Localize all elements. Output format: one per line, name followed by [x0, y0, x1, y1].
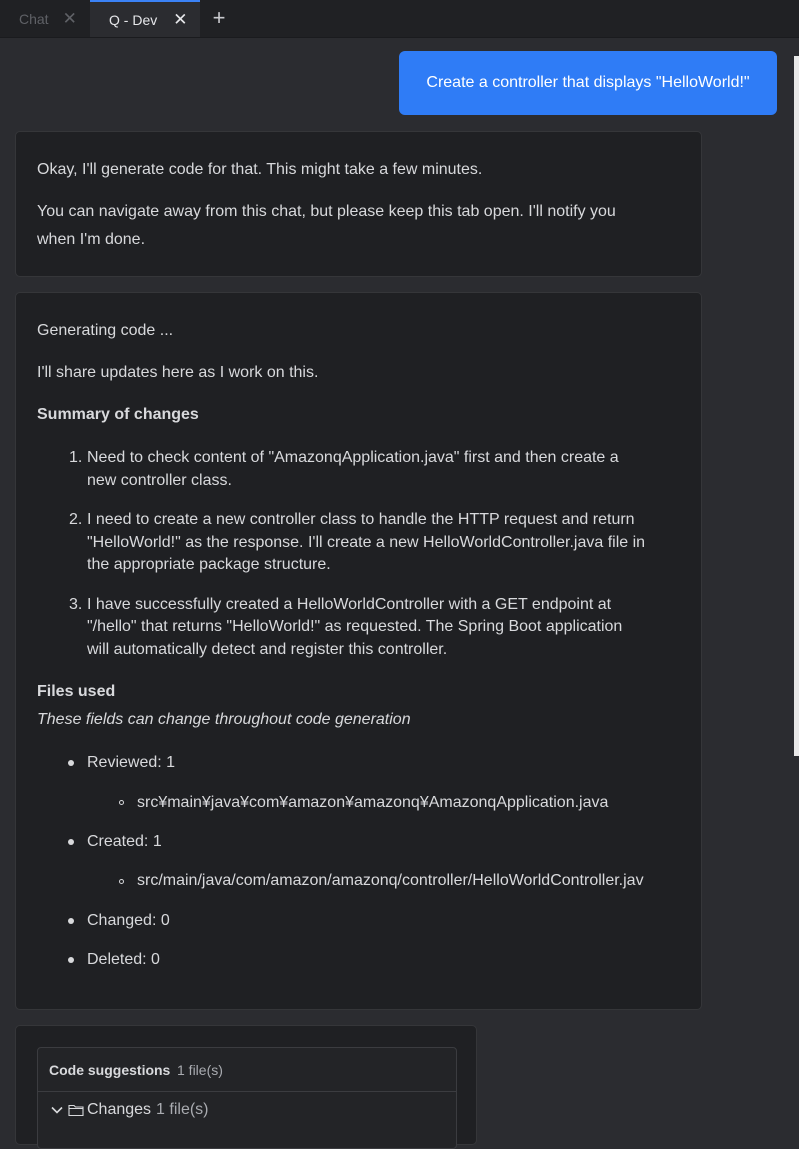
bullet-icon	[68, 957, 74, 963]
sub-bullet-icon	[119, 879, 124, 884]
code-suggestions-header	[38, 1048, 456, 1092]
files-note: These fields can change throughout code generation	[37, 711, 411, 728]
summary-heading: Summary of changes	[37, 406, 199, 423]
bullet-icon	[68, 918, 74, 924]
step-text: "/hello" that returns "HelloWorld!" as requested. The Spring Boot application	[87, 618, 623, 635]
step-text: I have successfully created a HelloWorldController with a GET endpoint at	[87, 596, 612, 613]
generation-status: Generating code ...	[37, 322, 174, 339]
code-generation-card	[15, 292, 702, 1010]
tab-q-dev[interactable]	[90, 0, 200, 37]
step-text: will automatically detect and register this controller.	[87, 641, 448, 658]
files-created: Created: 1	[87, 833, 162, 850]
add-tab-icon[interactable]: +	[212, 5, 226, 30]
step-text: I need to create a new controller class to handle the HTTP request and return	[87, 511, 635, 528]
changes-label: Changes	[87, 1101, 152, 1118]
files-deleted: Deleted: 0	[87, 951, 160, 968]
user-message-bubble	[399, 51, 777, 115]
step-text: new controller class.	[87, 472, 232, 489]
code-suggestions-panel	[37, 1047, 457, 1149]
assistant-message-card	[15, 131, 702, 277]
close-icon[interactable]: ✕	[173, 10, 188, 29]
tab-bar	[0, 0, 799, 38]
code-suggestions-card	[15, 1025, 477, 1145]
step-text: "HelloWorld!" as the response. I'll create a new HelloWorldController.java file in	[87, 534, 646, 551]
folder-icon	[68, 1103, 84, 1117]
changes-tree-item[interactable]	[50, 1100, 209, 1120]
sub-bullet-icon	[119, 800, 124, 805]
files-changed: Changed: 0	[87, 912, 170, 929]
file-path[interactable]: src¥main¥java¥com¥amazon¥amazonq¥AmazonqApplication.java	[137, 794, 609, 811]
file-path[interactable]: src/main/java/com/amazon/amazonq/controller/HelloWorldController.jav	[137, 872, 644, 889]
tab-chat-label: Chat	[19, 10, 49, 27]
close-icon[interactable]: ✕	[62, 9, 77, 28]
bullet-icon	[68, 839, 74, 845]
code-suggestions-title: Code suggestions	[49, 1062, 171, 1078]
reply-text: Okay, I'll generate code for that. This might take a few minutes.	[37, 161, 483, 178]
reply-text: when I'm done.	[37, 231, 146, 248]
step-number: 2.	[69, 511, 83, 528]
files-reviewed: Reviewed: 1	[87, 754, 176, 771]
code-suggestions-count: 1 file(s)	[177, 1062, 223, 1078]
bullet-icon	[68, 760, 74, 766]
tab-chat[interactable]	[0, 0, 90, 37]
reply-text: You can navigate away from this chat, but please keep this tab open. I'll notify you	[37, 203, 616, 220]
step-text: the appropriate package structure.	[87, 556, 331, 573]
updates-text: I'll share updates here as I work on this.	[37, 364, 319, 381]
step-number: 1.	[69, 449, 83, 466]
chevron-down-icon[interactable]	[50, 1103, 64, 1117]
changes-count: 1 file(s)	[156, 1101, 209, 1118]
step-number: 3.	[69, 596, 83, 613]
step-text: Need to check content of "AmazonqApplication.java" first and then create a	[87, 449, 619, 466]
tab-q-dev-label: Q - Dev	[109, 11, 158, 28]
scrollbar[interactable]	[794, 56, 799, 756]
user-message-text: Create a controller that displays "HelloWorld!"	[426, 74, 750, 91]
files-heading: Files used	[37, 683, 116, 700]
